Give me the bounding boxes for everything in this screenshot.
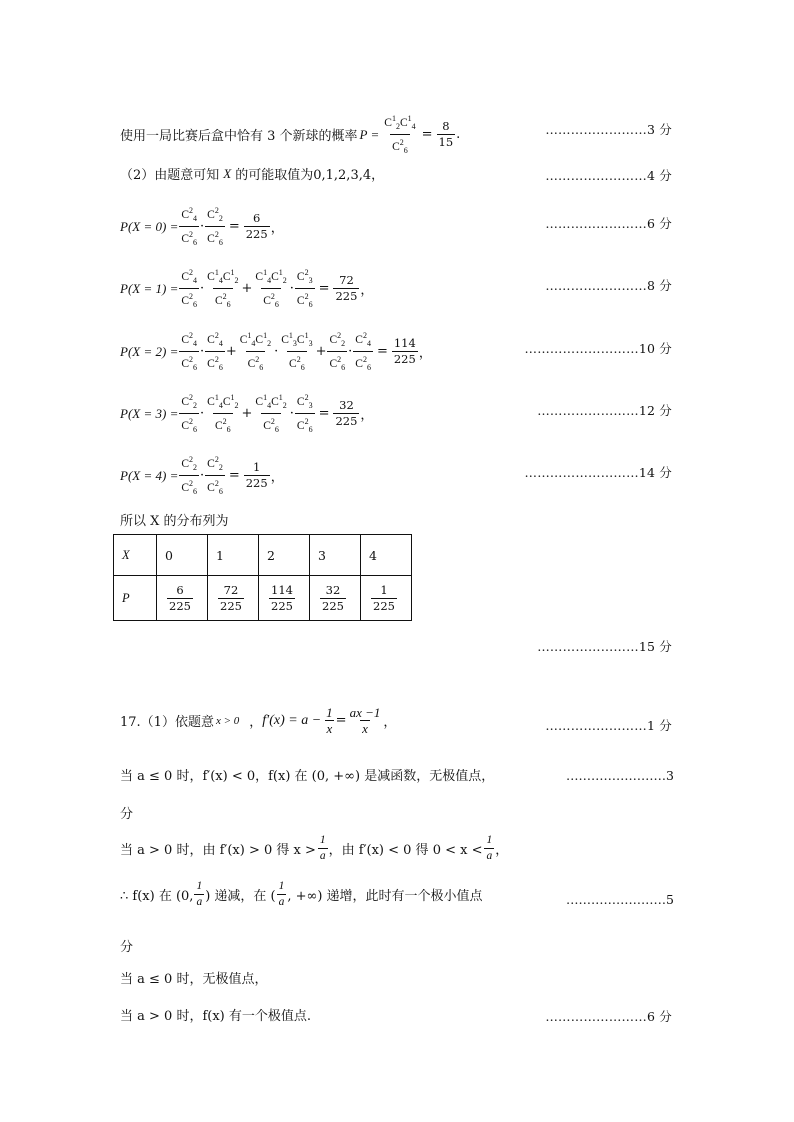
- result-denominator: 225: [335, 289, 358, 304]
- cell-numerator: 1: [380, 582, 388, 597]
- score-3-b: ……………………3: [566, 768, 674, 783]
- q17-label: 17.（1）依题意: [120, 715, 214, 730]
- frac-num: 1: [486, 834, 493, 846]
- frac-den: a: [486, 850, 493, 862]
- table-header-cell: 3: [310, 535, 361, 576]
- result-denominator: 225: [245, 227, 268, 242]
- table-row-label: P: [114, 576, 157, 621]
- score-5-wrap: 分: [120, 940, 134, 955]
- cell-numerator: 32: [325, 582, 341, 597]
- prob-x1: P(X = 1) = $\frac{C^2_4}{C^2_6}$ · $\frac{C^1_4C^1_2}{C^2_6}$ + $\frac{C^1_4C^1_2}{C^2_6}$ · $\frac{C^2_3}{C^2_6}$ = $\frac{72}{225}$ ，: [120, 268, 374, 310]
- result-fraction: [333, 399, 359, 428]
- frac-num: 1: [278, 880, 285, 892]
- equals-sign: =: [335, 713, 347, 728]
- table-cell: [208, 576, 259, 621]
- frac-den: a: [196, 896, 203, 908]
- result-fraction: [437, 120, 456, 149]
- derivative-expr: f′(x) = a −: [262, 712, 322, 728]
- prob-x3: P(X = 3) = $\frac{C^2_2}{C^2_6}$ · $\frac{C^1_4C^1_2}{C^2_6}$ + $\frac{C^1_4C^1_2}{C^2_6}$ · $\frac{C^2_3}{C^2_6}$ = $\frac{32}{225}$ ，: [120, 393, 374, 435]
- frac-num: 1: [196, 880, 203, 892]
- result-denominator: 225: [335, 414, 358, 429]
- result-fraction: [333, 274, 359, 303]
- result-denominator: 225: [393, 352, 416, 367]
- result-numerator: 1: [253, 460, 261, 475]
- prob-x4: P(X = 4) = $\frac{C^2_2}{C^2_6}$ · $\frac{C^2_2}{C^2_6}$ = $\frac{1}{225}$ ，: [120, 455, 284, 497]
- line-part: 当 a > 0 时，由 f′(x) > 0 得 x >: [120, 843, 316, 858]
- frac-den: x: [326, 721, 333, 736]
- table-row: [114, 535, 412, 576]
- result-fraction: [392, 337, 418, 366]
- line-part: ，: [495, 843, 509, 858]
- q17-case-a-positive: [120, 834, 674, 863]
- q17-conclusion-2: 当 a > 0 时，f(x) 有一个极值点.: [120, 1009, 311, 1024]
- result-denominator: 15: [438, 135, 454, 150]
- prob-x0: P(X = 0) = $\frac{C^2_4}{C^2_6}$ · $\frac{C^2_2}{C^2_6}$ = $\frac{6}{225}$ ，: [120, 206, 284, 248]
- prob-x2: P(X = 2) = $\frac{C^2_4}{C^2_6}$ · $\frac{C^2_4}{C^2_6}$ + $\frac{C^1_4C^1_2}{C^2_6}$ · $\frac{C^1_3C^1_3}{C^2_6}$ + $\frac{C^2_2}{C^2_6}$ · $\frac{C^2_4}{C^2_6}$ = $\frac{114}{225}$ ，: [120, 331, 432, 373]
- frac-den: x: [362, 721, 368, 736]
- result-numerator: 72: [339, 273, 354, 288]
- q17-domain: x > 0: [215, 714, 240, 727]
- result-denominator: 225: [245, 476, 268, 491]
- cell-denominator: 225: [169, 598, 191, 613]
- score-3-wrap: 分: [120, 807, 134, 822]
- result-numerator: 6: [253, 211, 261, 226]
- table-cell: [259, 576, 310, 621]
- score-10: ………………………10 分: [524, 341, 672, 356]
- line-part: ∴ f(x) 在 (0,: [120, 889, 194, 904]
- table-header-cell: X: [114, 535, 157, 576]
- q17-derivative-line: 17.（1）依题意 x > 0 ， f′(x) = a − $\frac{1}{x}$ = $\frac{ax -1}{x}$ ，: [120, 705, 397, 736]
- distribution-intro: 所以 X 的分布列为: [120, 514, 229, 529]
- score-8: ……………………8 分: [545, 278, 672, 293]
- line-part: ，由 f′(x) < 0 得 0 < x <: [328, 843, 483, 858]
- cell-numerator: 114: [271, 582, 293, 597]
- score-4: ……………………4 分: [545, 168, 672, 183]
- random-variable: X: [223, 165, 232, 181]
- table-row: [114, 576, 412, 621]
- line-part: ) 递减，在 (: [205, 889, 276, 904]
- prob-symbol: P =: [359, 126, 380, 142]
- prob-lhs: P(X = 0) =: [120, 218, 179, 234]
- result-numerator: 8: [442, 119, 450, 134]
- line-text: （2）由题意可知: [120, 168, 220, 183]
- table-cell: [361, 576, 412, 621]
- score-15: ……………………15 分: [537, 639, 672, 654]
- result-numerator: 32: [339, 398, 354, 413]
- q17-conclusion-1: 当 a ≤ 0 时，无极值点，: [120, 972, 268, 987]
- result-fraction: [244, 212, 270, 241]
- line-text: 使用一局比赛后盒中恰有 3 个新球的概率: [120, 129, 358, 145]
- line-new-ball-probability: 使用一局比赛后盒中恰有 3 个新球的概率 P = $\frac{C^1_2C^1_4}{C^2_6}$ = $\frac{8}{15}$ .: [120, 114, 461, 156]
- q17-case-a-nonpositive: 当 a ≤ 0 时，f′(x) < 0，f(x) 在 (0, +∞) 是减函数，无极值点，: [120, 769, 495, 784]
- table-cell: [157, 576, 208, 621]
- combination-fraction: $\frac{C^1_2C^1_4}{C^2_6}$: [384, 114, 416, 156]
- line-tail: 的可能取值为0,1,2,3,4，: [235, 168, 385, 183]
- prob-lhs: P(X = 2) =: [120, 343, 179, 359]
- comb-symbol: C: [392, 140, 400, 153]
- table-cell: [310, 576, 361, 621]
- distribution-table: [113, 534, 412, 621]
- score-14: ………………………14 分: [524, 465, 672, 480]
- line-part: , +∞) 递增，此时有一个极小值点: [287, 889, 483, 904]
- score-1: ……………………1 分: [545, 718, 672, 733]
- score-3: ……………………3 分: [545, 122, 672, 137]
- score-6: ……………………6 分: [545, 216, 672, 231]
- score-5: ……………………5: [566, 892, 674, 907]
- frac-num: 1: [319, 834, 326, 846]
- prob-lhs: P(X = 1) =: [120, 280, 179, 296]
- frac-num: 1: [326, 705, 333, 720]
- table-header-cell: 1: [208, 535, 259, 576]
- score-12: ……………………12 分: [537, 403, 672, 418]
- cell-denominator: 225: [373, 598, 395, 613]
- cell-numerator: 6: [176, 582, 184, 597]
- result-fraction: [244, 461, 270, 490]
- table-header-cell: 0: [157, 535, 208, 576]
- table-header-cell: 2: [259, 535, 310, 576]
- prob-lhs: P(X = 4) =: [120, 467, 179, 483]
- result-numerator: 114: [393, 336, 416, 351]
- cell-denominator: 225: [220, 598, 242, 613]
- prob-lhs: P(X = 3) =: [120, 405, 179, 421]
- cell-denominator: 225: [271, 598, 293, 613]
- cell-denominator: 225: [322, 598, 344, 613]
- frac-den: a: [319, 850, 326, 862]
- cell-numerator: 72: [223, 582, 239, 597]
- score-6-b: ……………………6 分: [545, 1009, 672, 1024]
- table-header-cell: 4: [361, 535, 412, 576]
- frac-den: a: [278, 896, 285, 908]
- frac-num: ax −1: [349, 705, 381, 720]
